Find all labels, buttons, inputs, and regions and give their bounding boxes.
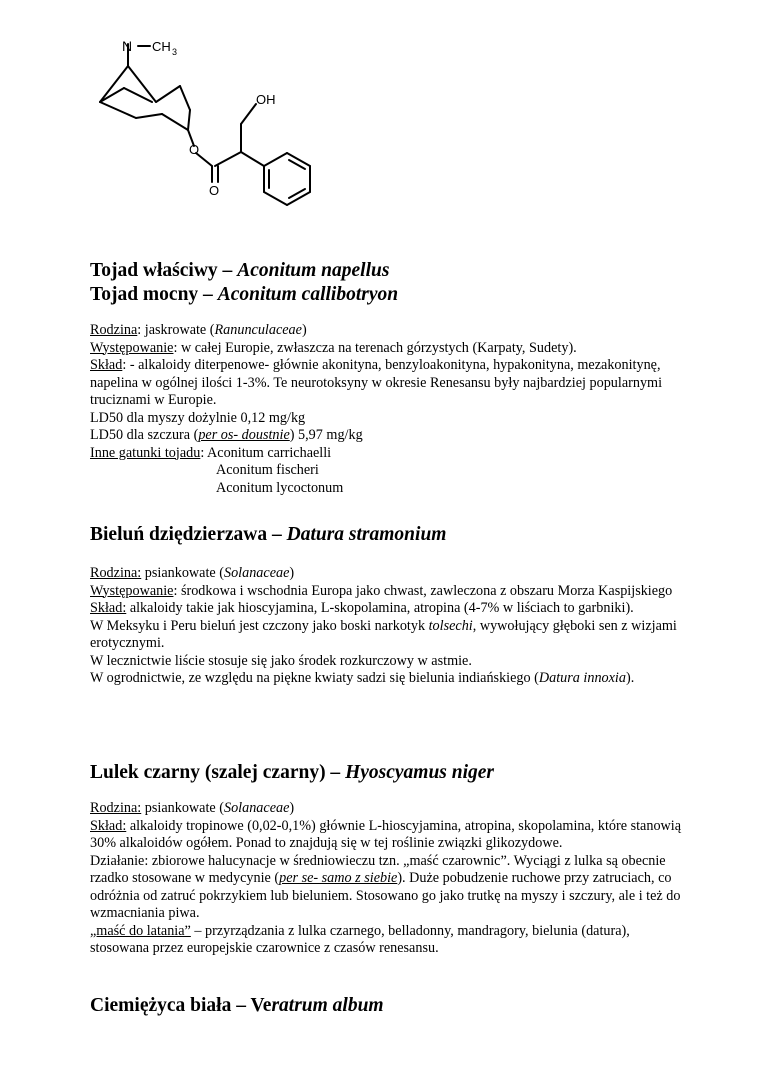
section-tojad-body	[90, 322, 690, 497]
ogrodnictwo-paragraph: W ogrodnictwie, ze względu na piękne kwiaty sadzi się bielunia indiańskiego (Datura innoxia).	[90, 670, 635, 686]
heading-tojad-wlasciwy: Tojad właściwy – Aconitum napellus	[90, 260, 390, 281]
dzialanie-paragraph: Działanie: zbiorowe halucynacje w średniowieczu tzn. „maść czarownic”. Wyciągi z lulka są obecnie rzadko stosowane w medycynie (per se- samo z siebie). Duże pobudzenie ruchowe przy zatruciach, co odróżnia od zatruć pokrzykiem lub bieluniem. Stosowano go jako trutkę na myszy i szczury, ale i też do wzmacniania piwa.	[90, 852, 681, 921]
section-lulek-body	[90, 800, 690, 958]
wystepowanie-paragraph: Występowanie: środkowa i wschodnia Europa jako chwast, zawleczona z obszaru Morza Kaspijskiego	[90, 582, 673, 599]
rodzina-line: Rodzina: psiankowate (Solanaceae)	[90, 565, 295, 581]
section-bielun-body	[90, 565, 690, 688]
sklad-paragraph: Skład: alkaloidy tropinowe (0,02-0,1%) głównie L-hioscyjamina, atropina, skopolamina, które stanowią 30% alkaloidów ogółem. Ponad to znajdują się w tej roślinie związki glikozydowe.	[90, 817, 682, 851]
meksyk-paragraph: W Meksyku i Peru bieluń jest czczony jako boski narkotyk tolsechi, wywołujący głęboki sen z wizjami erotycznymi.	[90, 617, 677, 651]
section-tojad-heading	[90, 259, 690, 307]
methyl-subscript: 3	[172, 47, 178, 57]
masc-do-latania-paragraph: „maść do latania” – przyrządzania z lulka czarnego, belladonny, mandragory, bielunia (datura), stosowana przez europejskie czarownice z czasów renesansu.	[90, 922, 630, 956]
species-lycoctonum: Aconitum lycoctonum	[216, 479, 344, 496]
hyoscyamine-structure-diagram	[88, 32, 324, 208]
ester-oxygen-label: O	[189, 142, 200, 157]
rodzina-line: Rodzina: psiankowate (Solanaceae)	[90, 800, 295, 816]
heading-tojad-mocny: Tojad mocny – Aconitum callibotryon	[90, 284, 399, 305]
sklad-paragraph: Skład: alkaloidy takie jak hioscyjamina, L-skopolamina, atropina (4-7% w liściach to garbniki).	[90, 600, 634, 616]
heading-bielun: Bieluń dziędzierzawa – Datura stramonium	[90, 524, 447, 545]
heading-lulek: Lulek czarny (szalej czarny) – Hyoscyamus niger	[90, 762, 495, 783]
hydroxyl-label: OH	[256, 92, 276, 107]
wystepowanie-line: Występowanie: w całej Europie, zwłaszcza na terenach górzystych (Karpaty, Sudety).	[90, 339, 577, 356]
species-fischeri: Aconitum fischeri	[216, 462, 319, 478]
sklad-paragraph: Skład: - alkaloidy diterpenowe- głównie akonityna, benzyloakonityna, hypakonityna, mezakonitynę, napelina w ogólnej ilości 1-3%. Te neurotoksyny w okresie Renesansu były najbardziej popularnymi truciznami w Europie.	[90, 357, 663, 408]
rodzina-line: Rodzina: jaskrowate (Ranunculaceae)	[90, 322, 307, 338]
carbonyl-oxygen-label: O	[209, 183, 220, 198]
ld50-rat-line: LD50 dla szczura (per os- doustnie) 5,97 mg/kg	[90, 427, 363, 443]
lecznictwo-line: W lecznictwie liście stosuje się jako środek rozkurczowy w astmie.	[90, 652, 472, 669]
ld50-mouse-line: LD50 dla myszy dożylnie 0,12 mg/kg	[90, 409, 306, 426]
methyl-label: CH	[152, 39, 171, 54]
heading-ciemiezyca: Ciemiężyca biała – Veratrum album	[90, 995, 384, 1016]
nitrogen-label: N	[122, 38, 133, 54]
inne-gatunki-line: Inne gatunki tojadu: Aconitum carrichaelli	[90, 444, 332, 461]
